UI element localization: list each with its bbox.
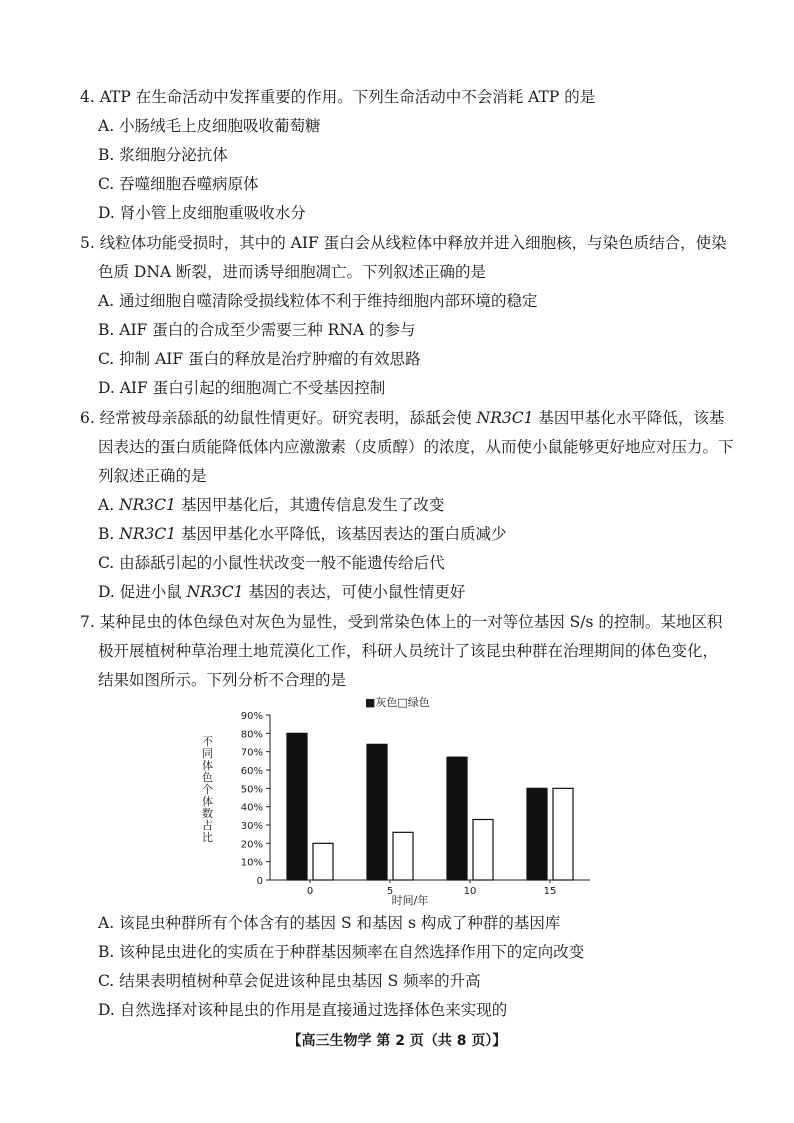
x-tick-label: 0 [306, 886, 314, 897]
q6-option-b [98, 524, 507, 544]
q7-stem-line3: 结果如图所示。下列分析不合理的是 [98, 671, 347, 689]
y-tick-label: 40% [240, 802, 263, 814]
q4-option-d: D. 肾小管上皮细胞重吸收水分 [98, 204, 306, 222]
bar-green [393, 832, 413, 880]
q7-option-a: A. 该昆虫种群所有个体含有的基因 S 和基因 s 构成了种群的基因库 [98, 914, 561, 932]
bar-green [313, 843, 333, 880]
x-tick-label: 10 [463, 886, 477, 897]
q5-option-b: B. AIF 蛋白的合成至少需要三种 RNA 的参与 [98, 321, 416, 339]
bar-gray [447, 757, 467, 880]
q6-option-d [98, 582, 465, 602]
bar-gray [287, 733, 307, 880]
q6-stem-line3: 列叙述正确的是 [98, 467, 207, 485]
q6-option-a [98, 495, 444, 515]
x-tick-label: 15 [543, 886, 557, 897]
y-tick-label: 80% [240, 729, 263, 741]
y-tick-label: 20% [240, 839, 263, 851]
q5-stem-line2: 色质 DNA 断裂，进而诱导细胞凋亡。下列叙述正确的是 [98, 263, 487, 281]
q6-stem-line1 [80, 408, 724, 428]
x-axis [270, 880, 590, 897]
q6-stem-text-b: 基因甲基化水平降低，该基 [533, 409, 725, 427]
y-axis-label: 不同体色个体数占比 [202, 735, 213, 844]
y-tick-label: 60% [240, 766, 263, 777]
bar-chart [190, 690, 610, 910]
bar-green [553, 788, 573, 880]
bar-gray [527, 788, 547, 880]
gene-name: NR3C1 [119, 496, 176, 514]
y-tick-label: 90% [240, 711, 263, 722]
gene-name: NR3C1 [119, 525, 177, 543]
x-tick-label: 5 [386, 886, 394, 897]
gene-name: NR3C1 [476, 409, 534, 427]
y-tick-label: 30% [240, 821, 263, 832]
y-axis [241, 711, 270, 887]
q6-stem-text-a: 6. 经常被母亲舔舐的幼鼠性情更好。研究表明，舔舐会使 [80, 409, 477, 427]
bar-green [473, 820, 493, 881]
footer-text: 【高三生物学 第 2 页（共 8 页）】 [287, 1033, 507, 1049]
q5-stem-line1: 5. 线粒体功能受损时，其中的 AIF 蛋白会从线粒体中释放并进入细胞核，与染色质结合，使染 [80, 234, 727, 252]
q6-option-c: C. 由舔舐引起的小鼠性状改变一般不能遗传给后代 [98, 554, 445, 572]
q7-option-c: C. 结果表明植树种草会促进该种昆虫基因 S 频率的升高 [98, 972, 481, 990]
q6-option-b-label: B. [98, 525, 120, 543]
bar-chart-svg [190, 690, 610, 910]
page-footer [0, 1030, 794, 1050]
q6-option-d-text-a: D. 促进小鼠 [98, 583, 187, 601]
q7-stem-line2: 极开展植树种草治理土地荒漠化工作，科研人员统计了该昆虫种群在治理期间的体色变化， [98, 642, 719, 660]
q6-option-a-label: A. [98, 496, 120, 514]
y-tick-label: 10% [240, 857, 263, 869]
y-tick-label: 70% [240, 747, 263, 759]
q5-option-d: D. AIF 蛋白引起的细胞凋亡不受基因控制 [98, 379, 386, 397]
y-tick-label: 0 [256, 876, 263, 887]
q7-option-b: B. 该种昆虫进化的实质在于种群基因频率在自然选择作用下的定向改变 [98, 943, 585, 961]
q6-option-d-text-b: 基因的表达，可使小鼠性情更好 [243, 583, 466, 601]
y-tick-label: 50% [240, 784, 263, 796]
bars [287, 733, 573, 880]
gene-name: NR3C1 [186, 583, 244, 601]
q4-option-c: C. 吞噬细胞吞噬病原体 [98, 175, 259, 193]
bar-gray [367, 744, 387, 880]
q7-option-d: D. 自然选择对该种昆虫的作用是直接通过选择体色来实现的 [98, 1001, 508, 1019]
q4-stem: 4. ATP 在生命活动中发挥重要的作用。下列生命活动中不会消耗 ATP 的是 [80, 88, 596, 106]
q6-option-b-text: 基因甲基化水平降低，该基因表达的蛋白质减少 [176, 525, 507, 543]
q5-option-a: A. 通过细胞自噬清除受损线粒体不利于维持细胞内部环境的稳定 [98, 292, 538, 310]
q6-stem-line2: 因表达的蛋白质能降低体内应激激素（皮质醇）的浓度，从而使小鼠能够更好地应对压力。下 [98, 438, 734, 456]
chart-legend: ■灰色□绿色 [365, 696, 430, 709]
q6-option-a-text: 基因甲基化后，其遗传信息发生了改变 [175, 496, 445, 514]
q7-stem-line1: 7. 某种昆虫的体色绿色对灰色为显性，受到常染色体上的一对等位基因 S/s 的控制。某地区积 [80, 613, 723, 631]
q4-option-b: B. 浆细胞分泌抗体 [98, 146, 228, 164]
x-axis-label: 时间/年 [391, 894, 429, 907]
q4-option-a: A. 小肠绒毛上皮细胞吸收葡萄糖 [98, 117, 321, 135]
q5-option-c: C. 抑制 AIF 蛋白的释放是治疗肿瘤的有效思路 [98, 350, 421, 368]
